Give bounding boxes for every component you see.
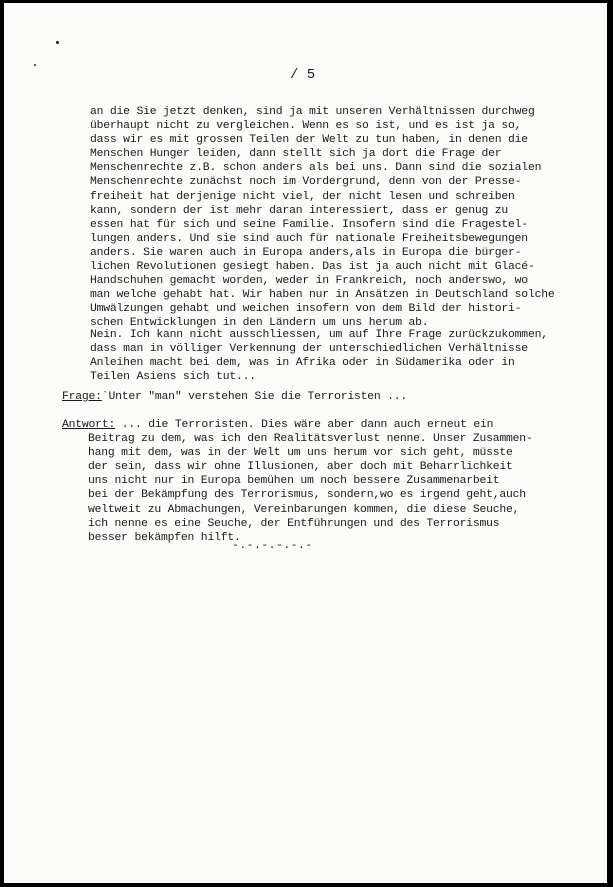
text-line: Menschen Hunger leiden, dann stellt sich ja dort die Frage der: [90, 148, 502, 161]
text-line: Umwälzungen gehabt und weichen insofern von dem Bild der histori-: [90, 303, 522, 316]
end-mark: -.-.-.-.-.-: [232, 540, 313, 552]
text-line: dass man in völliger Verkennung der unterschiedlichen Verhältnisse: [90, 343, 528, 356]
text-line: hang mit dem, was in der Welt um uns herum vor sich geht, müsste: [88, 447, 513, 460]
answer: [62, 418, 602, 545]
answer-first-line: [62, 418, 602, 432]
question-line: [62, 390, 602, 404]
text-line: Nein. Ich kann nicht ausschliessen, um auf Ihre Frage zurückzukommen,: [90, 329, 548, 341]
text-line: der sein, dass wir ohne Illusionen, aber doch mit Beharrlichkeit: [88, 461, 513, 474]
question-text: `Unter "man" verstehen Sie die Terroristen ...: [101, 391, 408, 403]
text-line: uns nicht nur in Europa bemühen um noch bessere Zusammenarbeit: [88, 475, 500, 488]
text-line: Menschenrechte z.B. schon anders als bei uns. Dann sind die sozialen: [90, 162, 542, 175]
text-line: Teilen Asiens sich tut...: [90, 371, 256, 384]
text-line: bei der Bekämpfung des Terrorismus, sondern,wo es irgend geht,auch: [88, 489, 526, 502]
text-line: lichen Revolutionen gesiegt haben. Das ist ja auch nicht mit Glacé-: [90, 261, 535, 274]
text-line: man welche gehabt hat. Wir haben nur in Ansätzen in Deutschland solche: [90, 289, 555, 302]
text-line: anders. Sie waren auch in Europa anders,als in Europa die bürger-: [90, 246, 522, 259]
text-line: überhaupt nicht zu vergleichen. Wenn es so ist, und es ist ja so,: [90, 120, 522, 133]
document-page: [4, 3, 607, 883]
text-line: schen Entwicklungen in den Ländern um uns herum ab.: [90, 317, 429, 330]
question-label: Frage:: [62, 391, 102, 403]
text-line: weltweit zu Abmachungen, Vereinbarungen kommen, die diese Seuche,: [88, 503, 520, 516]
text-line: kann, sondern der ist mehr daran interessiert, dass er genug zu: [90, 204, 509, 217]
text-line: ich nenne es eine Seuche, der Entführungen und des Terrorismus: [88, 517, 500, 530]
answer-text: ... die Terroristen. Dies wäre aber dann auch erneut ein: [115, 419, 494, 431]
text-line: freiheit hat derjenige nicht viel, der nicht lesen und schreiben: [90, 190, 515, 203]
text-line: essen hat für sich und seine Familie. Insofern sind die Fragestel-: [90, 218, 528, 231]
text-line: Anleihen macht bei dem, was in Afrika oder in Südamerika oder in: [90, 357, 515, 370]
text-line: Menschenrechte zunächst noch im Vordergrund, denn von der Presse-: [90, 176, 522, 189]
text-line: Handschuhen gemacht worden, weder in Frankreich, noch anderswo, wo: [90, 275, 528, 288]
text-line: dass wir es mit grossen Teilen der Welt zu tun haben, in denen die: [90, 134, 528, 147]
text-line: an die Sie jetzt denken, sind ja mit unseren Verhältnissen durchweg: [90, 106, 535, 118]
text-line: lungen anders. Und sie sind auch für nationale Freiheitsbewegungen: [90, 232, 528, 245]
paragraph-2: [90, 328, 600, 384]
scan-speck: [34, 64, 36, 66]
answer-label: Antwort:: [62, 419, 116, 431]
question: [62, 390, 602, 404]
paragraph-1: [90, 105, 600, 331]
text-line: Beitrag zu dem, was ich den Realitätsverlust nenne. Unser Zusammen-: [88, 433, 533, 446]
text-line: besser bekämpfen hilft.: [88, 531, 241, 544]
scan-speck: [56, 41, 59, 44]
page-number: / 5: [290, 67, 316, 83]
